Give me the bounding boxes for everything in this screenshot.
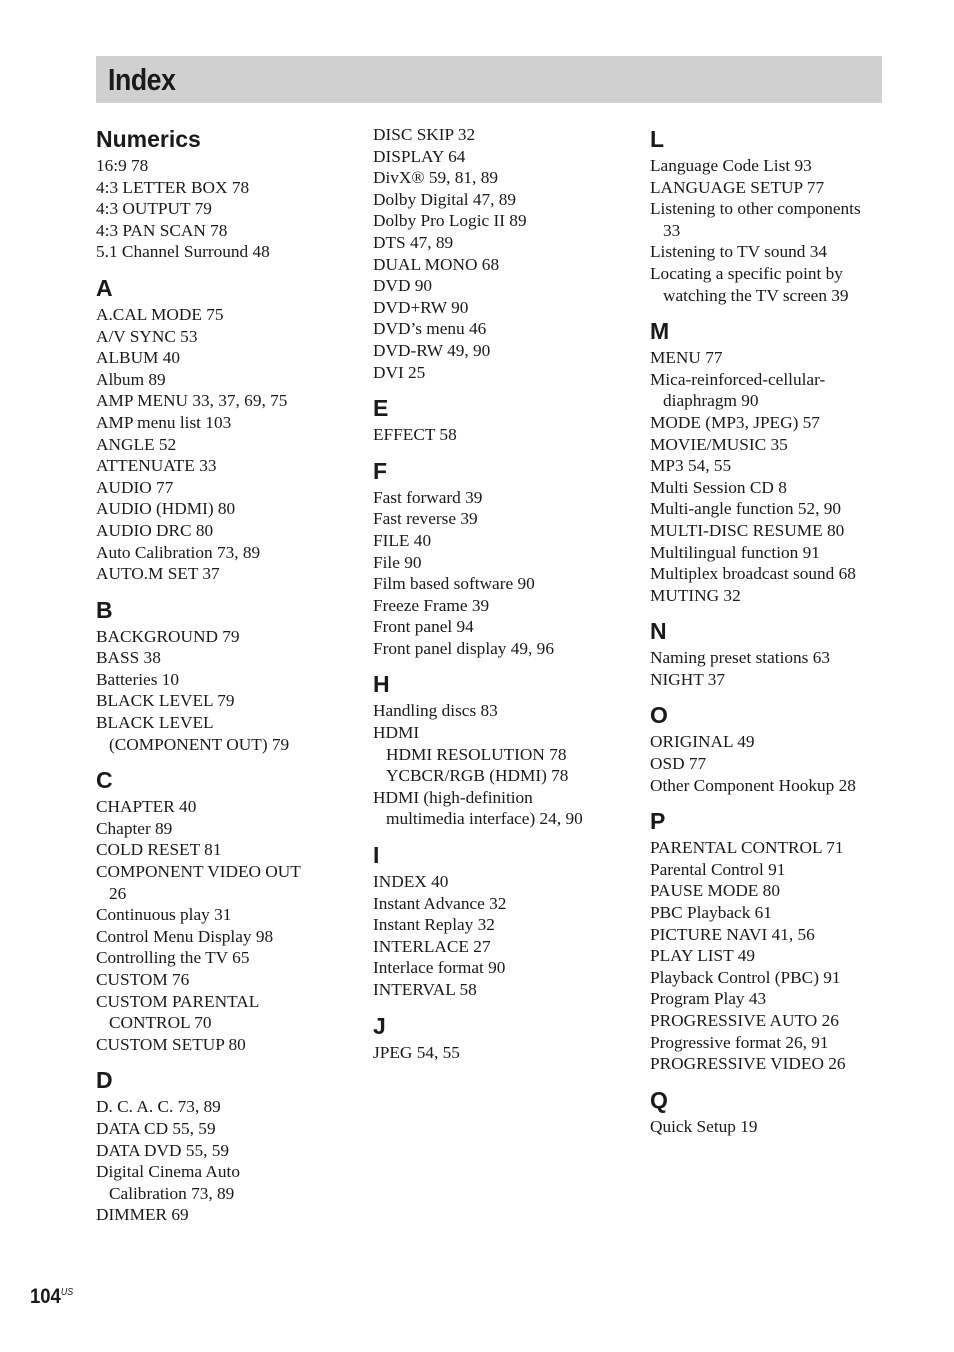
index-entry: NIGHT 37: [650, 669, 726, 689]
index-entry: Locating a specific point by: [650, 263, 843, 283]
index-column-2: [373, 124, 623, 1073]
index-entry: Dolby Digital 47, 89: [373, 189, 517, 209]
index-section: [650, 1085, 900, 1138]
index-entry: MOVIE/MUSIC 35: [650, 434, 788, 454]
index-entry: AUTO.M SET 37: [96, 564, 220, 584]
index-entry: COMPONENT VIDEO OUT: [96, 862, 301, 882]
index-entry: Batteries 10: [96, 669, 180, 689]
index-section: [96, 1065, 346, 1226]
index-entry: OSD 77: [650, 754, 707, 774]
index-entry: DVD-RW 49, 90: [373, 340, 491, 360]
index-entry-continuation: HDMI RESOLUTION 78: [386, 744, 567, 764]
index-entry: Continuous play 31: [96, 905, 232, 925]
index-entry-continuation: 33: [663, 220, 681, 240]
index-entry: FILE 40: [373, 530, 432, 550]
index-entry: DATA CD 55, 59: [96, 1118, 216, 1138]
index-entry: Freeze Frame 39: [373, 595, 490, 615]
index-section: [96, 765, 346, 1055]
index-entry: D. C. A. C. 73, 89: [96, 1097, 221, 1117]
index-entry: DTS 47, 89: [373, 232, 454, 252]
index-entry: MENU 77: [650, 348, 723, 368]
index-entry: Front panel display 49, 96: [373, 638, 554, 658]
index-entry: CUSTOM 76: [96, 970, 190, 989]
index-entry: EFFECT 58: [373, 425, 457, 445]
index-letter-heading: F: [373, 457, 388, 484]
index-letter-heading: N: [650, 618, 667, 645]
index-entry: A.CAL MODE 75: [96, 304, 224, 324]
index-letter-heading: C: [96, 767, 113, 794]
index-entry: Language Code List 93: [650, 156, 812, 175]
index-entry: HDMI (high-definition: [373, 787, 533, 807]
index-section: [373, 669, 623, 830]
index-entry: CHAPTER 40: [96, 797, 197, 817]
index-section: [96, 273, 346, 585]
index-entry: Fast reverse 39: [373, 509, 478, 529]
index-entry: 5.1 Channel Surround 48: [96, 242, 270, 262]
index-entry: DUAL MONO 68: [373, 254, 500, 274]
index-entry: MULTI-DISC RESUME 80: [650, 520, 845, 540]
index-section: [650, 316, 900, 606]
index-entry: Control Menu Display 98: [96, 926, 274, 946]
index-entry: MUTING 32: [650, 585, 741, 605]
index-entry: ANGLE 52: [96, 434, 177, 454]
index-entry: DISPLAY 64: [373, 146, 466, 166]
index-entry: PAUSE MODE 80: [650, 881, 780, 901]
index-entry: Multilingual function 91: [650, 542, 820, 562]
index-entry: AMP menu list 103: [96, 412, 232, 432]
index-entry: MODE (MP3, JPEG) 57: [650, 412, 820, 432]
index-section: [96, 595, 346, 756]
index-entry: Front panel 94: [373, 617, 474, 637]
index-entry-continuation: multimedia interface) 24, 90: [386, 809, 583, 829]
index-letter-heading: O: [650, 702, 668, 729]
index-letter-heading: Q: [650, 1086, 668, 1113]
index-entry: PBC Playback 61: [650, 903, 772, 923]
index-entry: Film based software 90: [373, 574, 535, 594]
index-entry: INTERLACE 27: [373, 936, 491, 956]
index-entry: COLD RESET 81: [96, 840, 222, 860]
page-number-value: 104: [30, 1285, 61, 1308]
index-section: [373, 840, 623, 1001]
index-entry: Quick Setup 19: [650, 1116, 758, 1136]
index-entry: AUDIO DRC 80: [96, 520, 214, 540]
page-title: Index: [108, 62, 176, 97]
index-entry: Multi Session CD 8: [650, 477, 787, 497]
index-section: [373, 124, 623, 383]
index-entry: BLACK LEVEL 79: [96, 691, 235, 711]
index-entry: Album 89: [96, 369, 166, 389]
index-entry-continuation: diaphragm 90: [663, 391, 759, 411]
index-entry: DIMMER 69: [96, 1205, 189, 1225]
index-entry: INDEX 40: [373, 872, 449, 892]
index-letter-heading: M: [650, 318, 670, 345]
index-entry: DVI 25: [373, 362, 426, 382]
index-entry: BASS 38: [96, 648, 161, 668]
index-entry: 4:3 OUTPUT 79: [96, 199, 212, 219]
index-letter-heading: P: [650, 808, 666, 835]
index-entry: Program Play 43: [650, 989, 767, 1009]
index-entry: Chapter 89: [96, 818, 173, 838]
index-section: [650, 806, 900, 1075]
index-entry-continuation: CONTROL 70: [109, 1013, 212, 1033]
index-entry: BACKGROUND 79: [96, 626, 240, 646]
index-letter-heading: D: [96, 1067, 113, 1094]
index-letter-heading: L: [650, 126, 665, 152]
index-entry: Multi-angle function 52, 90: [650, 499, 842, 519]
index-entry: Instant Advance 32: [373, 893, 507, 913]
index-entry: PLAY LIST 49: [650, 946, 755, 966]
index-entry: BLACK LEVEL: [96, 713, 214, 733]
index-entry: AMP MENU 33, 37, 69, 75: [96, 391, 288, 411]
index-entry: Listening to TV sound 34: [650, 242, 827, 262]
index-section: [650, 616, 900, 690]
index-entry: Dolby Pro Logic II 89: [373, 211, 527, 231]
index-section: [373, 456, 623, 660]
index-entry: Controlling the TV 65: [96, 948, 250, 968]
index-entry: Parental Control 91: [650, 859, 786, 879]
index-letter-heading: H: [373, 671, 390, 698]
index-entry: DATA DVD 55, 59: [96, 1140, 230, 1160]
index-entry: ATTENUATE 33: [96, 456, 217, 476]
index-entry: 16:9 78: [96, 156, 149, 175]
index-section: [373, 393, 623, 446]
index-entry: DISC SKIP 32: [373, 125, 476, 144]
index-letter-heading: E: [373, 395, 389, 422]
index-entry: Digital Cinema Auto: [96, 1162, 240, 1182]
index-entry: DVD’s menu 46: [373, 319, 487, 339]
index-entry: CUSTOM SETUP 80: [96, 1034, 246, 1054]
index-section: [650, 124, 900, 306]
index-letter-heading: B: [96, 596, 113, 623]
page-number: [30, 1285, 73, 1309]
index-section: [373, 1011, 623, 1064]
index-entry: Instant Replay 32: [373, 915, 495, 935]
index-entry: File 90: [373, 552, 422, 572]
index-entry: CUSTOM PARENTAL: [96, 991, 260, 1011]
index-column-1: [96, 124, 346, 1236]
index-entry: Progressive format 26, 91: [650, 1032, 829, 1052]
index-entry: Multiplex broadcast sound 68: [650, 564, 856, 584]
index-column-3: [650, 124, 900, 1147]
index-entry-continuation: watching the TV screen 39: [663, 285, 849, 305]
index-entry: Handling discs 83: [373, 701, 498, 721]
title-bar: [96, 56, 882, 103]
index-entry: PROGRESSIVE VIDEO 26: [650, 1054, 846, 1074]
index-entry: Other Component Hookup 28: [650, 775, 856, 795]
index-letter-heading: J: [373, 1012, 386, 1039]
index-letter-heading: A: [96, 274, 113, 301]
index-section: [96, 124, 346, 263]
index-entry: JPEG 54, 55: [373, 1042, 460, 1062]
index-entry: 4:3 LETTER BOX 78: [96, 177, 250, 197]
index-entry: Fast forward 39: [373, 487, 483, 507]
index-entry: A/V SYNC 53: [96, 326, 198, 346]
index-entry: ORIGINAL 49: [650, 732, 755, 752]
index-entry-continuation: 26: [109, 883, 127, 903]
index-section: [650, 700, 900, 796]
index-entry: DVD 90: [373, 276, 433, 296]
index-entry: HDMI: [373, 723, 420, 743]
index-entry: INTERVAL 58: [373, 980, 477, 999]
index-entry: PARENTAL CONTROL 71: [650, 838, 844, 858]
index-entry: AUDIO (HDMI) 80: [96, 499, 236, 519]
index-entry: Playback Control (PBC) 91: [650, 967, 841, 987]
index-entry: AUDIO 77: [96, 477, 174, 497]
index-entry: MP3 54, 55: [650, 456, 732, 476]
index-entry: 4:3 PAN SCAN 78: [96, 220, 228, 240]
index-entry: PICTURE NAVI 41, 56: [650, 924, 815, 944]
index-entry: ALBUM 40: [96, 348, 181, 368]
index-entry: DivX® 59, 81, 89: [373, 168, 498, 188]
index-entry: PROGRESSIVE AUTO 26: [650, 1011, 839, 1030]
index-entry-continuation: Calibration 73, 89: [109, 1183, 235, 1203]
index-entry-continuation: (COMPONENT OUT) 79: [109, 734, 290, 754]
index-entry: Interlace format 90: [373, 958, 506, 978]
index-letter-heading: I: [373, 842, 380, 869]
page-number-suffix: US: [60, 1287, 74, 1298]
index-entry: Auto Calibration 73, 89: [96, 542, 261, 562]
index-entry: DVD+RW 90: [373, 297, 469, 317]
index-entry: LANGUAGE SETUP 77: [650, 177, 825, 197]
index-entry-continuation: YCBCR/RGB (HDMI) 78: [386, 766, 569, 786]
index-entry: Naming preset stations 63: [650, 648, 830, 668]
index-entry: Mica-reinforced-cellular-: [650, 369, 826, 389]
index-letter-heading: Numerics: [96, 126, 201, 152]
index-entry: Listening to other components: [650, 199, 861, 219]
